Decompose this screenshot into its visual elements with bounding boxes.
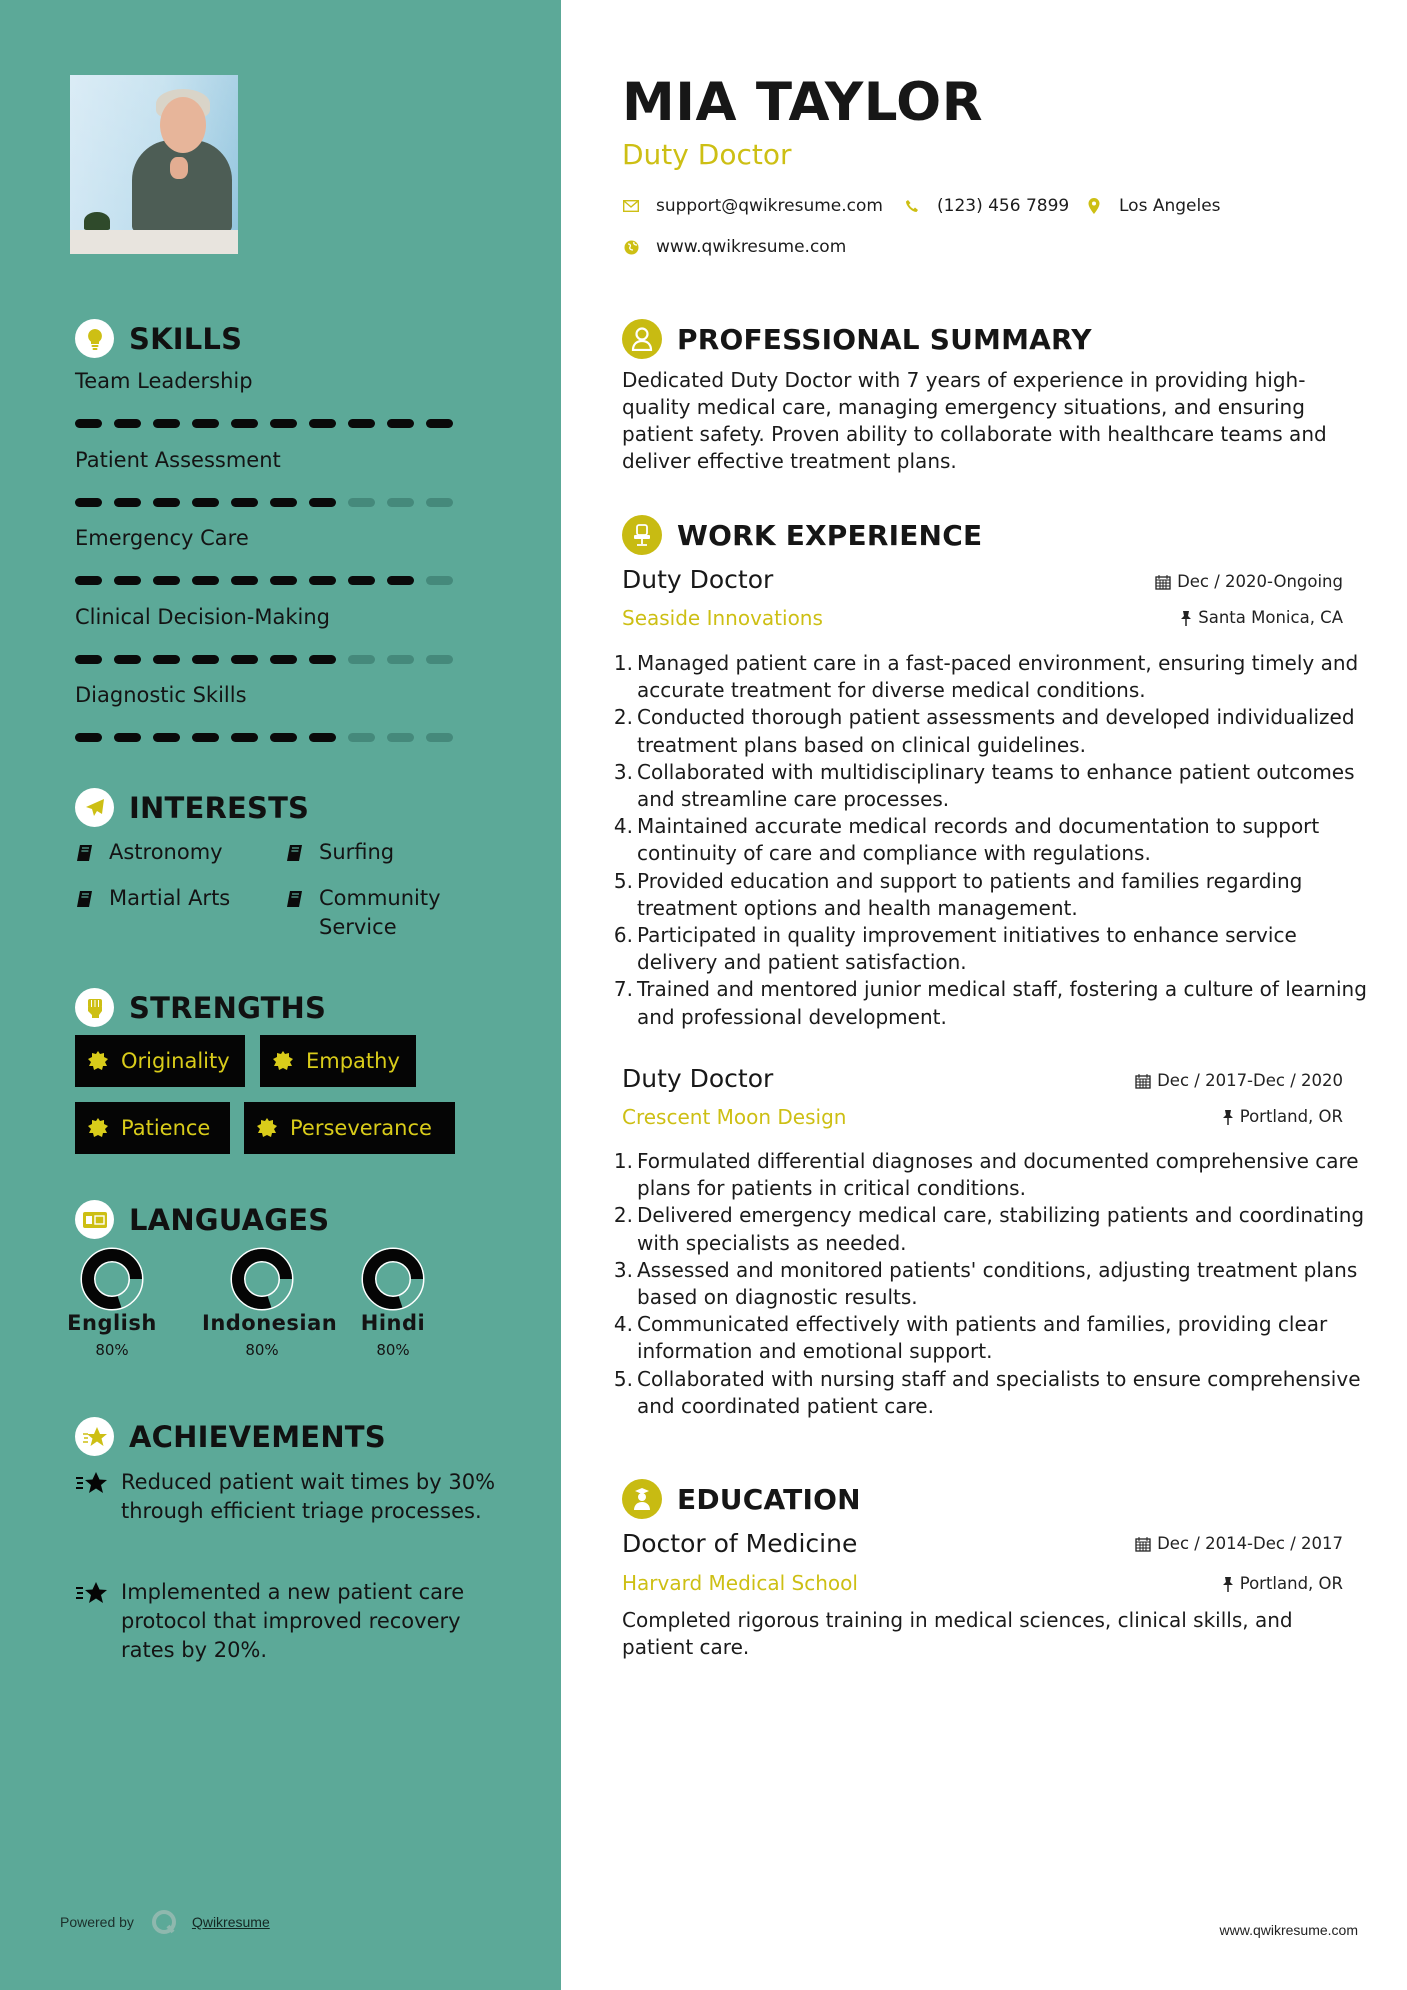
skill-label: Diagnostic Skills [75,683,247,707]
skill-level-segment [231,576,258,585]
list-number: 3. [613,1257,633,1282]
skill-level-segment [192,733,219,742]
candidate-role: Duty Doctor [622,138,792,171]
skill-level-segment [387,576,414,585]
skill-level-meter [75,498,453,507]
badge-seal-icon [272,1050,294,1072]
skill-level-segment [114,498,141,507]
candidate-name: MIA TAYLOR [622,72,984,133]
interest-item: Martial Arts [75,884,230,917]
summary-heading [622,319,1092,359]
duty-text: Delivered emergency medical care, stabilizing patients and coordinating with specialists as needed. [637,1203,1365,1255]
skill-level-segment [75,419,102,428]
education-description: Completed rigorous training in medical sciences, clinical skills, and patient care. [622,1608,1293,1659]
duty-text: Formulated differential diagnoses and documented comprehensive care plans for patients in critical conditions. [637,1149,1359,1201]
office-chair-icon [622,515,662,555]
skill-label: Patient Assessment [75,447,281,472]
job-duties-list [612,650,1372,1031]
skill-level-segment [426,576,453,585]
skill-level-segment [309,655,336,664]
duty-item [612,1148,1372,1202]
list-number: 2. [613,705,633,730]
skill-level-segment [270,733,297,742]
qwikresume-link[interactable]: Qwikresume [191,1914,270,1930]
skill-level-segment [114,733,141,742]
education-dates: Dec / 2014-Dec / 2017 [1135,1534,1343,1553]
duty-item [612,813,1372,867]
skill-level-segment [153,576,180,585]
languages-heading [75,1200,329,1239]
book-icon [75,888,97,917]
skill-level-segment [153,733,180,742]
badge-seal-icon [87,1117,109,1139]
section-title: EDUCATION [677,1482,861,1516]
language-item: English 80% [62,1247,162,1359]
skill-level-meter [75,419,453,428]
section-title: WORK EXPERIENCE [677,518,983,552]
skill-level-segment [114,576,141,585]
duty-item [612,1366,1372,1420]
skill-level-segment [426,498,453,507]
contact-email: support@qwikresume.com [622,196,883,216]
skill-level-segment [153,419,180,428]
duty-item [612,976,1372,1030]
skill-level-segment [426,733,453,742]
skill-level-segment [309,733,336,742]
education-location: Portland, OR [1222,1574,1343,1593]
list-number: 4. [613,814,633,839]
strength-badge: Empathy [260,1035,416,1087]
fist-icon [75,988,114,1027]
duty-item [612,650,1372,704]
section-title: ACHIEVEMENTS [129,1419,386,1454]
section-title: INTERESTS [129,790,310,825]
skill-level-segment [192,576,219,585]
user-icon [622,319,662,359]
duty-text: Collaborated with nursing staff and specialists to ensure comprehensive and coordinated patient care. [637,1366,1361,1418]
duty-text: Communicated effectively with patients and families, providing clear information and emotional support. [637,1312,1328,1364]
badge-seal-icon [256,1117,278,1139]
company-name: Crescent Moon Design [622,1105,847,1129]
skill-level-segment [387,419,414,428]
contact-location: Los Angeles [1085,196,1221,216]
skill-level-segment [309,576,336,585]
duty-item [612,704,1372,758]
list-number: 4. [613,1312,633,1337]
duty-item [612,868,1372,922]
list-number: 7. [613,977,633,1002]
interests-heading [75,788,309,827]
strengths-heading [75,988,326,1027]
section-title: LANGUAGES [129,1202,330,1237]
calendar-icon [1155,574,1171,590]
main-content [561,0,1407,1990]
sidebar [0,0,561,1990]
job-title: Duty Doctor [622,1064,774,1093]
strength-badge: Patience [75,1102,230,1154]
language-donut-chart [230,1247,294,1311]
pushpin-icon [1222,1576,1234,1592]
education-heading [622,1479,861,1519]
school-name: Harvard Medical School [622,1571,858,1595]
skill-level-segment [114,655,141,664]
skill-level-segment [348,419,375,428]
duty-text: Provided education and support to patients and families regarding treatment options and health management. [637,868,1303,920]
interest-item: Community Service [285,884,441,942]
skill-label: Team Leadership [75,369,253,393]
pushpin-icon [1180,610,1192,626]
skill-level-segment [270,655,297,664]
list-number: 1. [613,1149,633,1173]
skill-level-segment [75,498,102,507]
list-number: 5. [613,868,633,893]
section-title: SKILLS [129,321,243,356]
footer-website-link[interactable]: www.qwikresume.com [1219,1922,1358,1938]
skill-level-segment [387,733,414,742]
company-name: Seaside Innovations [622,606,823,630]
duty-text: Assessed and monitored patients' conditions, adjusting treatment plans based on diagnostic results. [637,1257,1358,1310]
skill-level-segment [426,655,453,664]
list-number: 3. [613,759,633,784]
strength-badge: Perseverance [244,1102,455,1154]
contact-website: www.qwikresume.com [622,237,846,257]
list-number: 2. [613,1203,633,1228]
duty-item [612,759,1372,813]
list-number: 6. [613,923,633,948]
job-title: Duty Doctor [622,565,774,594]
skill-level-segment [348,655,375,664]
summary-text: Dedicated Duty Doctor with 7 years of experience in providing high-quality medical care, managing emergency situations, and ensuring patient safety. Proven ability to collaborate with healthcare teams and deliver effective treatment plans. [622,368,1327,473]
duty-text: Conducted thorough patient assessments and developed individualized treatment plans based on clinical guidelines. [637,705,1355,757]
skill-level-segment [270,419,297,428]
achievement-item: Reduced patient wait times by 30% through efficient triage processes. [75,1468,501,1526]
envelope-icon [622,197,640,215]
contact-phone: (123) 456 7899 [903,196,1069,216]
skill-level-segment [231,733,258,742]
id-card-icon [75,1200,114,1239]
skill-level-segment [192,655,219,664]
badge-seal-icon [87,1050,109,1072]
skill-level-segment [387,498,414,507]
interest-item: Surfing [285,838,394,871]
powered-by: Powered by Qwikresume [60,1908,270,1936]
achievement-item: Implemented a new patient care protocol that improved recovery rates by 20%. [75,1578,501,1665]
graduate-icon [622,1479,662,1519]
book-icon [285,888,307,917]
achievements-heading [75,1417,386,1456]
degree-title: Doctor of Medicine [622,1529,858,1558]
skill-level-segment [114,419,141,428]
star-bullet-icon [75,1470,109,1496]
duty-item [612,1311,1372,1365]
skill-level-segment [309,419,336,428]
job-dates: Dec / 2020-Ongoing [1155,572,1343,591]
phone-icon [903,197,921,215]
paper-plane-icon [75,788,114,827]
skills-heading [75,319,242,358]
list-number: 5. [613,1366,633,1391]
job-location: Portland, OR [1222,1107,1343,1126]
skill-level-segment [192,498,219,507]
skill-level-segment [270,576,297,585]
book-icon [285,842,307,871]
duty-item [612,1202,1372,1256]
duty-text: Trained and mentored junior medical staff, fostering a culture of learning and professional development. [637,977,1367,1029]
skill-level-segment [192,419,219,428]
duty-item [612,922,1372,976]
interest-item: Astronomy [75,838,223,871]
skill-level-segment [270,498,297,507]
star-icon [75,1417,114,1456]
skill-level-meter [75,576,453,585]
duty-text: Managed patient care in a fast-paced environment, ensuring timely and accurate treatment for diverse medical conditions. [637,651,1359,703]
qwikresume-logo-icon [150,1908,178,1936]
skill-level-segment [348,576,375,585]
language-item: Hindi 80% [353,1247,433,1359]
strength-badge: Originality [75,1035,245,1087]
skill-level-segment [348,733,375,742]
duty-text: Participated in quality improvement initiatives to enhance service delivery and patient satisfaction. [637,923,1297,975]
skill-level-meter [75,655,453,664]
skill-level-segment [231,655,258,664]
section-title: STRENGTHS [129,990,327,1025]
lightbulb-icon [75,319,114,358]
language-donut-chart [361,1247,425,1311]
skill-level-segment [387,655,414,664]
experience-heading [622,515,982,555]
list-number: 1. [613,651,633,675]
skill-level-segment [153,498,180,507]
duty-text: Maintained accurate medical records and documentation to support continuity of care and compliance with regulations. [637,814,1320,866]
calendar-icon [1135,1073,1151,1089]
skill-level-meter [75,733,453,742]
skill-level-segment [426,419,453,428]
map-pin-icon [1085,197,1103,215]
globe-icon [622,238,640,256]
skill-level-segment [309,498,336,507]
skill-level-segment [75,576,102,585]
language-item: Indonesian 80% [202,1247,322,1359]
skill-level-segment [75,655,102,664]
skill-label: Emergency Care [75,526,249,550]
language-donut-chart [80,1247,144,1311]
calendar-icon [1135,1536,1151,1552]
section-title: PROFESSIONAL SUMMARY [677,322,1092,356]
skill-label: Clinical Decision-Making [75,604,331,629]
skill-level-segment [231,419,258,428]
skill-level-segment [153,655,180,664]
duty-item [612,1257,1372,1311]
profile-photo [70,75,238,254]
star-bullet-icon [75,1580,109,1606]
book-icon [75,842,97,871]
duty-text: Collaborated with multidisciplinary teams to enhance patient outcomes and streamline care processes. [637,759,1355,812]
skill-level-segment [348,498,375,507]
pushpin-icon [1222,1109,1234,1125]
job-location: Santa Monica, CA [1180,608,1343,627]
skill-level-segment [231,498,258,507]
job-duties-list [612,1148,1372,1420]
skill-level-segment [75,733,102,742]
job-dates: Dec / 2017-Dec / 2020 [1135,1071,1343,1090]
